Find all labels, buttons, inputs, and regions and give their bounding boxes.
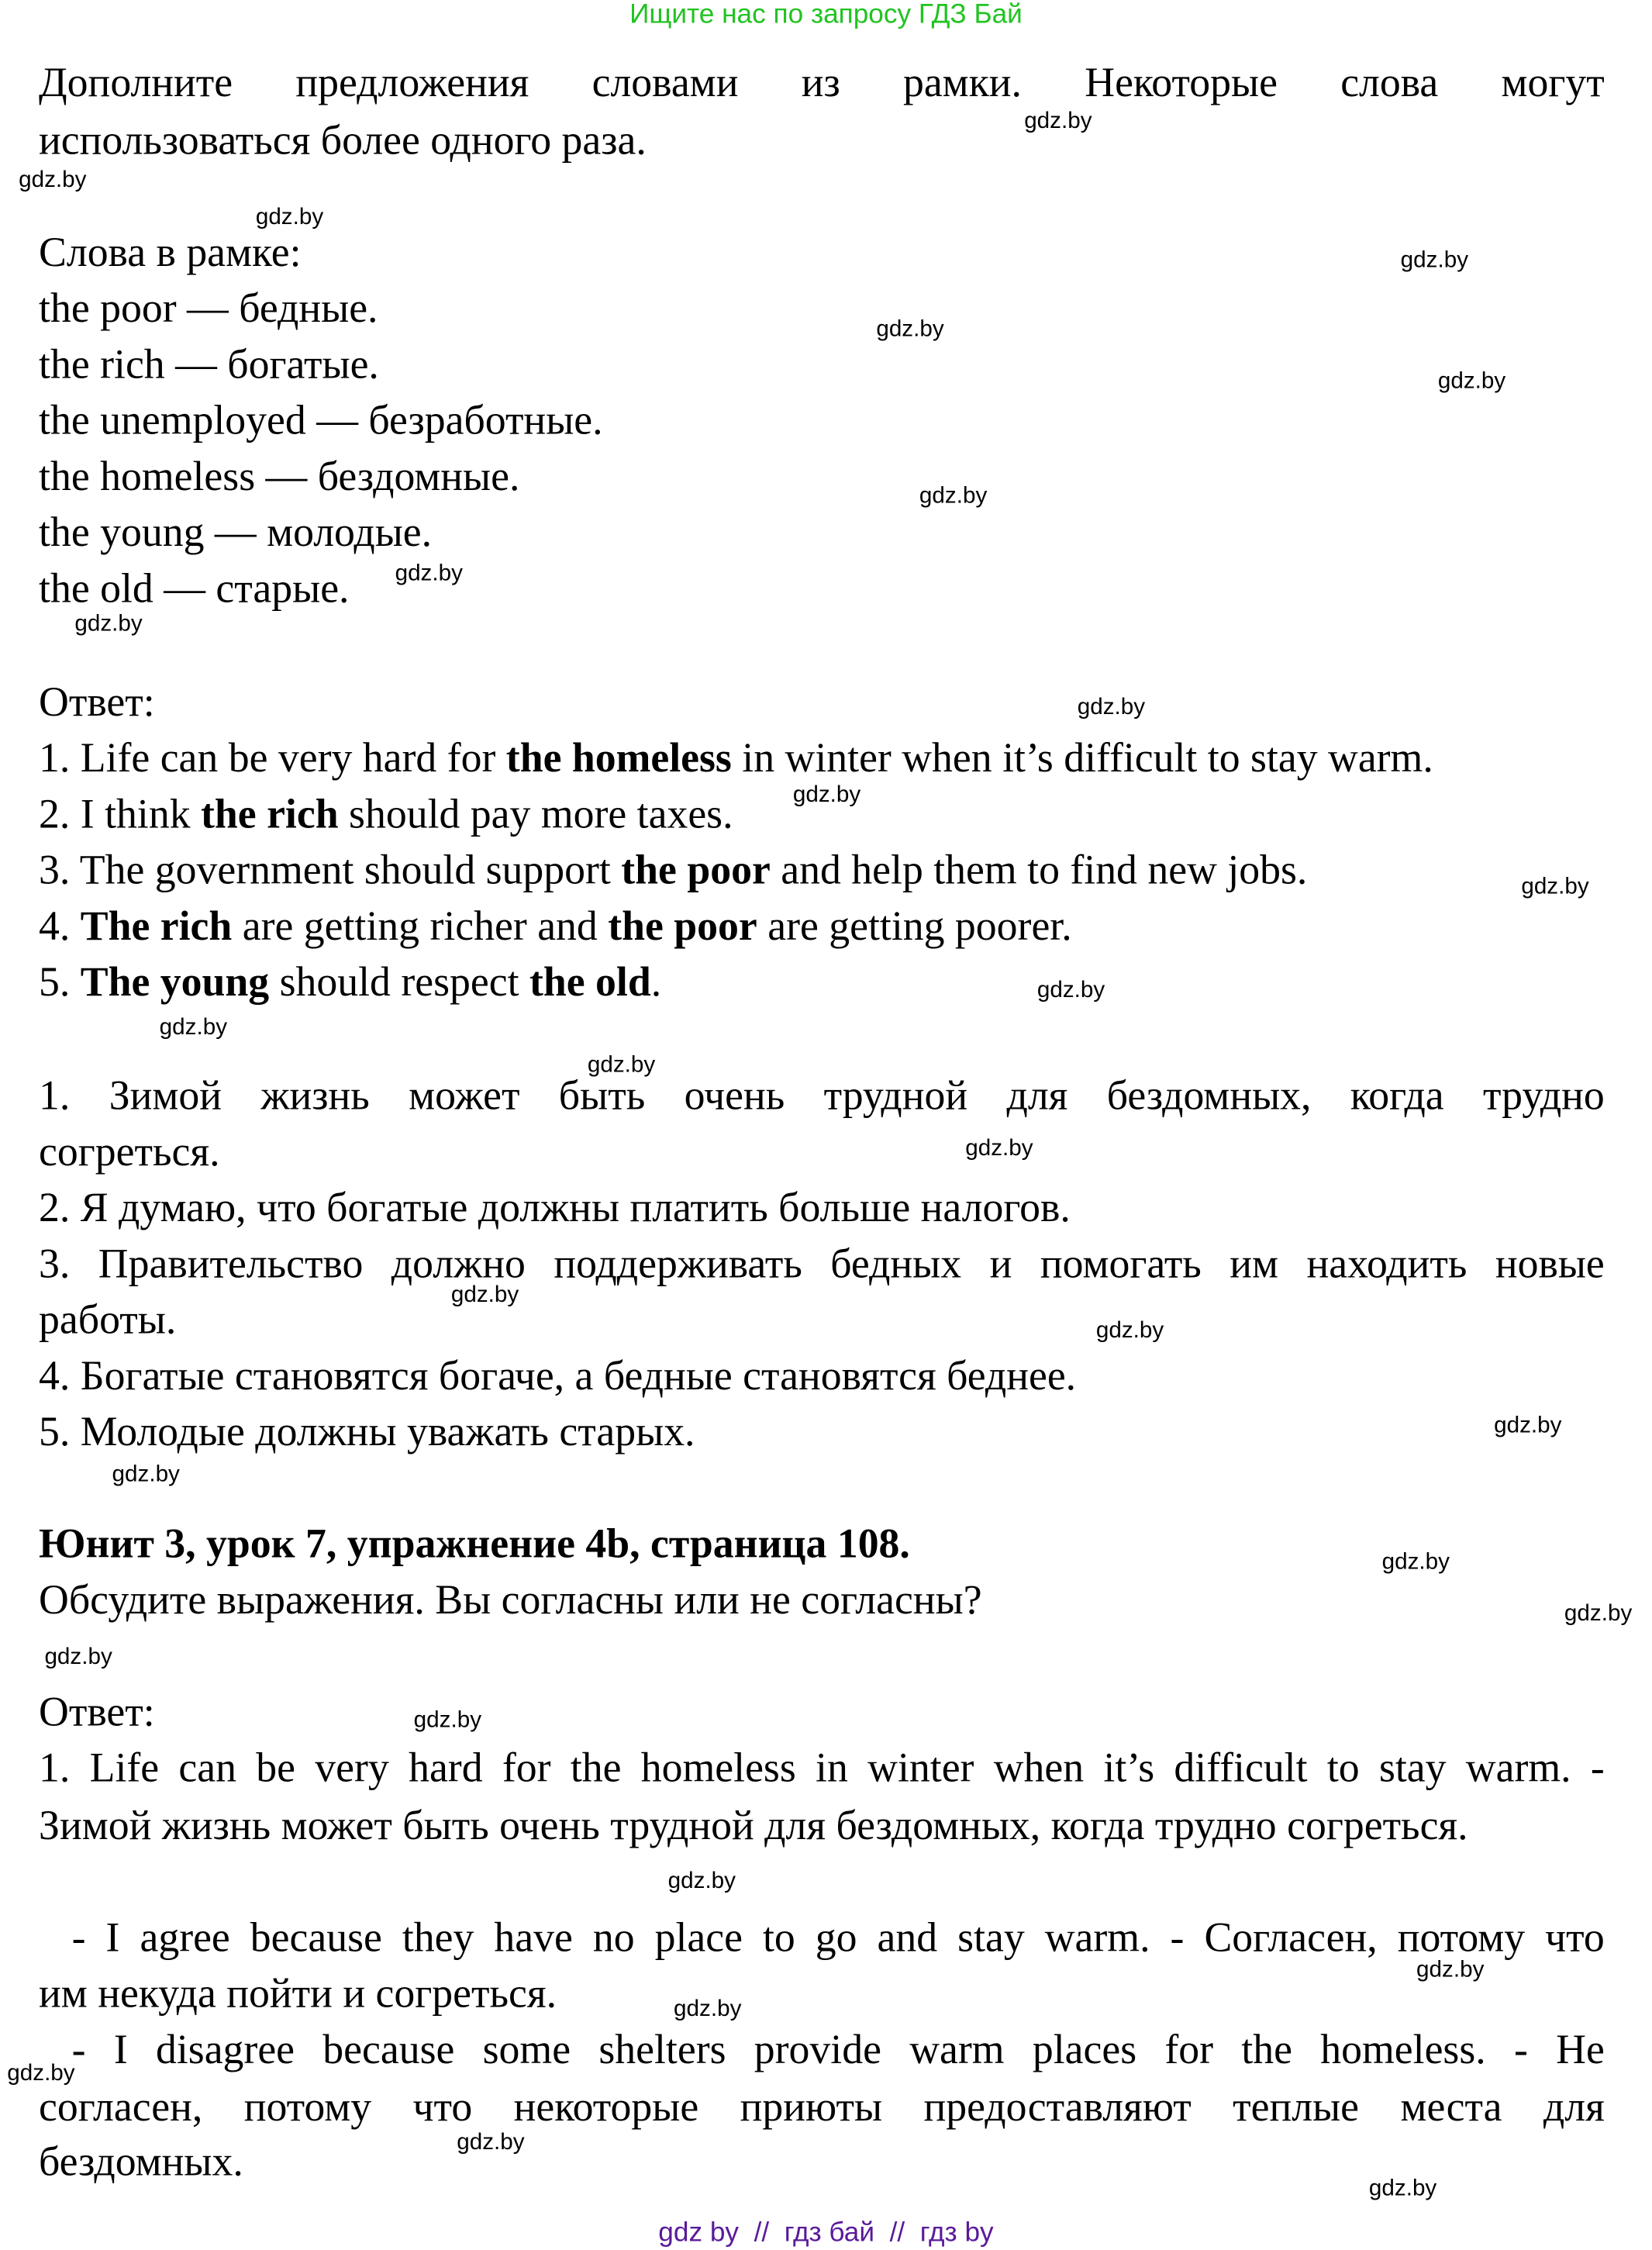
watermark: gdz.by bbox=[450, 1282, 519, 1308]
answer-line: согласен, потому что некоторые приюты предоставляют теплые места для bbox=[39, 2084, 1605, 2131]
box-title: Слова в рамке: bbox=[39, 229, 302, 276]
footer-links[interactable]: gdz by // гдз бай // гдз by bbox=[658, 2218, 994, 2248]
answer-line: им некуда пойти и согреться. bbox=[39, 1971, 557, 2017]
watermark: gdz.by bbox=[1437, 369, 1506, 394]
answer-label: Ответ: bbox=[39, 679, 155, 726]
watermark: gdz.by bbox=[255, 205, 324, 230]
answer-ru: 1. Зимой жизнь может быть очень трудной для бездомных, когда трудно bbox=[39, 1073, 1605, 1120]
watermark: gdz.by bbox=[1521, 875, 1589, 899]
watermark: gdz.by bbox=[1381, 1550, 1450, 1575]
watermark: gdz.by bbox=[1416, 1958, 1485, 1983]
task-instruction: Обсудите выражения. Вы согласны или не согласны? bbox=[39, 1577, 982, 1624]
watermark: gdz.by bbox=[587, 1053, 656, 1078]
watermark: gdz.by bbox=[792, 782, 861, 808]
watermark: gdz.by bbox=[1024, 109, 1092, 134]
watermark: gdz.by bbox=[1036, 978, 1105, 1003]
instruction-line: использоваться более одного раза. bbox=[39, 117, 647, 164]
answer-ru: работы. bbox=[39, 1297, 177, 1344]
answer-line: - I disagree because some shelters provide warm places for the homeless. - Не bbox=[71, 2027, 1605, 2073]
answer-en: 5. The young should respect the old. bbox=[39, 959, 662, 1006]
answer-line: Зимой жизнь может быть очень трудной для бездомных, когда трудно согреться. bbox=[39, 1803, 1468, 1849]
search-banner: Ищите нас по запросу ГДЗ Бай bbox=[629, 0, 1023, 30]
watermark: gdz.by bbox=[159, 1016, 228, 1040]
watermark: gdz.by bbox=[19, 167, 87, 193]
word-item: the homeless — бездомные. bbox=[39, 454, 520, 500]
watermark: gdz.by bbox=[44, 1644, 112, 1670]
watermark: gdz.by bbox=[112, 1462, 180, 1487]
watermark: gdz.by bbox=[1400, 248, 1469, 274]
watermark: gdz.by bbox=[1494, 1413, 1562, 1438]
answer-ru: 3. Правительство должно поддерживать бедных и помогать им находить новые bbox=[39, 1241, 1605, 1288]
watermark: gdz.by bbox=[74, 612, 143, 637]
watermark: gdz.by bbox=[674, 1996, 742, 2022]
answer-ru: 5. Молодые должны уважать старых. bbox=[39, 1409, 695, 1456]
instruction-line: Дополните предложения словами из рамки. Некоторые слова могут bbox=[39, 60, 1605, 107]
watermark: gdz.by bbox=[1095, 1319, 1164, 1344]
word-item: the rich — богатые. bbox=[39, 342, 379, 388]
answer-label: Ответ: bbox=[39, 1689, 155, 1736]
answer-ru: согреться. bbox=[39, 1129, 220, 1175]
answer-en: 2. I think the rich should pay more taxes. bbox=[39, 792, 733, 838]
answer-ru: 4. Богатые становятся богаче, а бедные становятся беднее. bbox=[39, 1353, 1077, 1399]
watermark: gdz.by bbox=[413, 1708, 482, 1733]
watermark: gdz.by bbox=[667, 1869, 736, 1894]
answer-en: 4. The rich are getting richer and the poor are getting poorer. bbox=[39, 903, 1072, 950]
answer-line: бездомных. bbox=[39, 2139, 243, 2186]
watermark: gdz.by bbox=[919, 484, 988, 509]
answer-en: 3. The government should support the poor and help them to find new jobs. bbox=[39, 847, 1308, 894]
watermark: gdz.by bbox=[965, 1136, 1033, 1161]
watermark: gdz.by bbox=[457, 2130, 525, 2155]
watermark: gdz.by bbox=[876, 317, 944, 343]
answer-ru: 2. Я думаю, что богатые должны платить больше налогов. bbox=[39, 1185, 1071, 1232]
watermark: gdz.by bbox=[1564, 1602, 1633, 1627]
watermark: gdz.by bbox=[395, 561, 463, 587]
answer-line: - I agree because they have no place to go and stay warm. - Согласен, потому что bbox=[71, 1915, 1605, 1962]
watermark: gdz.by bbox=[7, 2062, 75, 2086]
watermark: gdz.by bbox=[1368, 2176, 1437, 2201]
word-item: the poor — бедные. bbox=[39, 285, 378, 333]
answer-en: 1. Life can be very hard for the homeless in winter when it’s difficult to stay warm. bbox=[39, 735, 1433, 782]
word-item: the old — старые. bbox=[39, 566, 350, 613]
section-heading: Юнит 3, урок 7, упражнение 4b, страница 108. bbox=[39, 1521, 910, 1568]
word-item: the young — молодые. bbox=[39, 509, 433, 557]
answer-line: 1. Life can be very hard for the homeless in winter when it’s difficult to stay warm. - bbox=[39, 1745, 1605, 1792]
word-item: the unemployed — безработные. bbox=[39, 398, 603, 444]
watermark: gdz.by bbox=[1077, 695, 1146, 720]
